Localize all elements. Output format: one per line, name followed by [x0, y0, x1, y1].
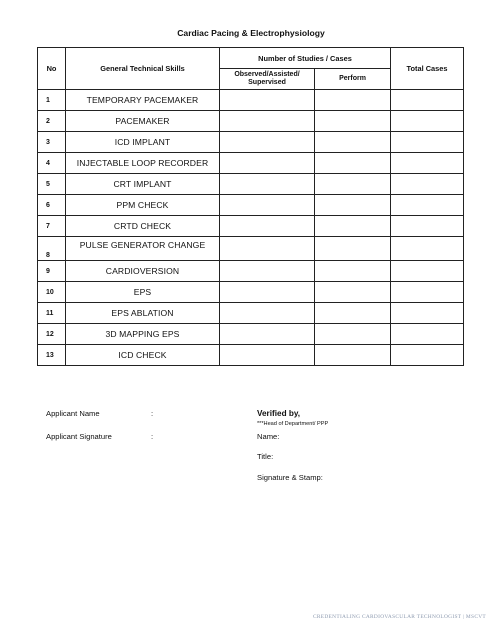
row-skill: CARDIOVERSION — [66, 261, 220, 282]
applicant-signature-label: Applicant Signature — [46, 432, 112, 441]
verifier-name-label: Name: — [257, 432, 280, 441]
row-number: 7 — [38, 216, 66, 237]
total-cell — [391, 90, 464, 111]
row-number: 10 — [38, 282, 66, 303]
header-number-of-studies: Number of Studies / Cases — [220, 48, 391, 69]
perform-cell — [315, 261, 391, 282]
row-number: 2 — [38, 111, 66, 132]
verified-by-label: Verified by, — [257, 409, 301, 418]
row-number: 11 — [38, 303, 66, 324]
total-cell — [391, 195, 464, 216]
perform-cell — [315, 303, 391, 324]
perform-cell — [315, 324, 391, 345]
table-row — [38, 111, 464, 132]
table-row — [38, 237, 464, 261]
total-cell — [391, 303, 464, 324]
table-row — [38, 216, 464, 237]
table-row — [38, 132, 464, 153]
total-cell — [391, 261, 464, 282]
row-number: 1 — [38, 90, 66, 111]
row-number: 13 — [38, 345, 66, 366]
row-skill: PPM CHECK — [66, 195, 220, 216]
table-row — [38, 174, 464, 195]
perform-cell — [315, 174, 391, 195]
page-title: Cardiac Pacing & Electrophysiology — [177, 28, 325, 38]
row-skill: EPS — [66, 282, 220, 303]
row-skill: PULSE GENERATOR CHANGE — [66, 237, 220, 261]
perform-cell — [315, 237, 391, 261]
row-skill: EPS ABLATION — [66, 303, 220, 324]
perform-cell — [315, 345, 391, 366]
total-cell — [391, 153, 464, 174]
total-cell — [391, 132, 464, 153]
row-skill: 3D MAPPING EPS — [66, 324, 220, 345]
table-row — [38, 303, 464, 324]
observed-cell — [220, 132, 315, 153]
header-observed: Observed/Assisted/ Supervised — [220, 69, 315, 90]
header-skills: General Technical Skills — [66, 48, 220, 90]
perform-cell — [315, 153, 391, 174]
row-skill: CRTD CHECK — [66, 216, 220, 237]
total-cell — [391, 174, 464, 195]
table-row — [38, 90, 464, 111]
observed-cell — [220, 111, 315, 132]
observed-cell — [220, 153, 315, 174]
total-cell — [391, 282, 464, 303]
row-number: 5 — [38, 174, 66, 195]
table-row — [38, 153, 464, 174]
perform-cell — [315, 111, 391, 132]
header-no: No — [38, 48, 66, 90]
observed-cell — [220, 216, 315, 237]
signature-stamp-label: Signature & Stamp: — [257, 473, 323, 482]
row-skill: ICD CHECK — [66, 345, 220, 366]
footer-text: CREDENTIALING CARDIOVASCULAR TECHNOLOGIST | MSCVT — [312, 614, 486, 620]
row-skill: TEMPORARY PACEMAKER — [66, 90, 220, 111]
observed-cell — [220, 237, 315, 261]
row-number: 8 — [38, 237, 66, 261]
head-of-department-note: ***Head of Department/ PPP — [257, 421, 329, 427]
observed-cell — [220, 174, 315, 195]
table-row — [38, 195, 464, 216]
observed-cell — [220, 282, 315, 303]
observed-cell — [220, 324, 315, 345]
total-cell — [391, 324, 464, 345]
row-skill: CRT IMPLANT — [66, 174, 220, 195]
verifier-title-label: Title: — [257, 452, 274, 461]
perform-cell — [315, 195, 391, 216]
table-body — [38, 90, 464, 366]
total-cell — [391, 237, 464, 261]
row-number: 3 — [38, 132, 66, 153]
observed-cell — [220, 90, 315, 111]
perform-cell — [315, 132, 391, 153]
total-cell — [391, 345, 464, 366]
table-row — [38, 345, 464, 366]
header-total-cases: Total Cases — [391, 48, 464, 90]
table-row — [38, 261, 464, 282]
row-skill: INJECTABLE LOOP RECORDER — [66, 153, 220, 174]
header-perform: Perform — [315, 69, 391, 90]
observed-cell — [220, 303, 315, 324]
row-number: 12 — [38, 324, 66, 345]
perform-cell — [315, 90, 391, 111]
row-skill: ICD IMPLANT — [66, 132, 220, 153]
observed-cell — [220, 261, 315, 282]
table-row — [38, 324, 464, 345]
observed-cell — [220, 345, 315, 366]
table-row — [38, 282, 464, 303]
row-number: 6 — [38, 195, 66, 216]
observed-cell — [220, 195, 315, 216]
perform-cell — [315, 282, 391, 303]
skills-table — [37, 47, 464, 366]
applicant-name-label: Applicant Name — [46, 409, 100, 418]
applicant-signature-colon: : — [151, 432, 154, 441]
perform-cell — [315, 216, 391, 237]
total-cell — [391, 216, 464, 237]
applicant-name-colon: : — [151, 409, 154, 418]
total-cell — [391, 111, 464, 132]
row-skill: PACEMAKER — [66, 111, 220, 132]
row-number: 9 — [38, 261, 66, 282]
row-number: 4 — [38, 153, 66, 174]
